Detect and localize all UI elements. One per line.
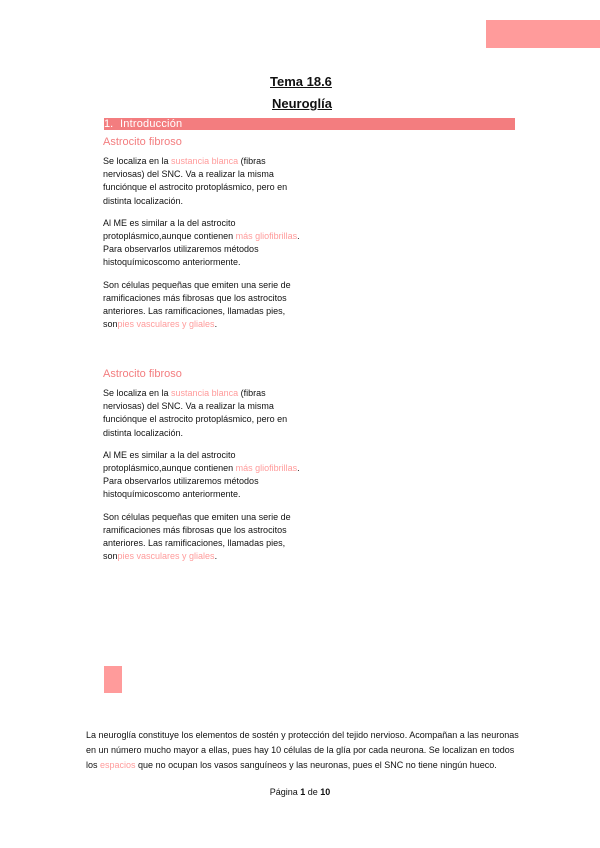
text-run: Al ME es similar a la del astrocito protoplásmico,aunque contienen bbox=[103, 449, 236, 474]
paragraph bbox=[103, 217, 303, 270]
highlight-term: más gliofibrillas bbox=[235, 231, 298, 242]
text-run: La neuroglía constituye los elementos de sostén y protección del tejido nervioso. Acompañan a las neuronas en un número mucho mayor a ellas, pues hay 10 células de la glía por cada neurona. Se localizan en todos los bbox=[86, 730, 519, 770]
text-run: Se localiza en la bbox=[103, 388, 172, 398]
page-subtitle: Neuroglía bbox=[272, 96, 332, 111]
paragraph bbox=[103, 387, 303, 440]
text-run: . bbox=[214, 319, 218, 330]
text-run: Se localiza en la bbox=[103, 156, 172, 166]
highlight-term: espacios bbox=[100, 760, 136, 770]
text-run: . bbox=[214, 551, 218, 562]
header-decoration-block bbox=[486, 20, 600, 48]
content-block-1 bbox=[103, 135, 303, 340]
paragraph bbox=[103, 449, 303, 502]
page-current: 1 bbox=[300, 787, 306, 797]
paragraph bbox=[103, 155, 303, 208]
text-run: Al ME es similar a la del astrocito protoplásmico,aunque contienen bbox=[103, 217, 236, 242]
block-heading: Astrocito fibroso bbox=[103, 136, 182, 148]
paragraph bbox=[103, 511, 303, 564]
decoration-block bbox=[104, 666, 122, 693]
content-block-2 bbox=[103, 367, 303, 572]
text-run: que no ocupan los vasos sanguíneos y las neuronas, pues el SNC no tiene ningún hueco. bbox=[135, 760, 497, 770]
text-run: . Para observarlos utilizaremos métodos histoquímicoscomo anteriormente. bbox=[103, 231, 300, 268]
text-run: (fibras nerviosas) del SNC. Va a realizar la misma funciónque el astrocito protoplásmico, pero en distinta localización. bbox=[103, 388, 288, 438]
footer-text bbox=[86, 728, 526, 773]
paragraph bbox=[103, 279, 303, 332]
highlight-term: sustancia blanca bbox=[171, 388, 239, 398]
section-label: Introducción bbox=[120, 118, 183, 130]
block-heading: Astrocito fibroso bbox=[103, 368, 182, 380]
page-label: Página bbox=[269, 787, 298, 797]
text-run: Son células pequeñas que emiten una serie de ramificaciones más fibrosas que los astrocitos anteriores. Las ramificaciones, llamadas pies, son bbox=[103, 511, 291, 562]
section-number: 1. bbox=[104, 118, 114, 130]
highlight-term: más gliofibrillas bbox=[235, 463, 298, 474]
page-title: Tema 18.6 bbox=[270, 74, 332, 89]
text-run: (fibras nerviosas) del SNC. Va a realizar la misma funciónque el astrocito protoplásmico, pero en distinta localización. bbox=[103, 156, 288, 206]
page-total: 10 bbox=[320, 787, 331, 797]
page-number bbox=[0, 787, 600, 797]
highlight-term: pies vasculares y gliales bbox=[117, 551, 215, 562]
highlight-term: sustancia blanca bbox=[171, 156, 239, 166]
page-of: de bbox=[307, 787, 318, 797]
text-run: Son células pequeñas que emiten una serie de ramificaciones más fibrosas que los astrocitos anteriores. Las ramificaciones, llamadas pies, son bbox=[103, 279, 291, 330]
text-run: . Para observarlos utilizaremos métodos histoquímicoscomo anteriormente. bbox=[103, 463, 300, 500]
section-header-bar bbox=[104, 118, 515, 130]
highlight-term: pies vasculares y gliales bbox=[117, 319, 215, 330]
